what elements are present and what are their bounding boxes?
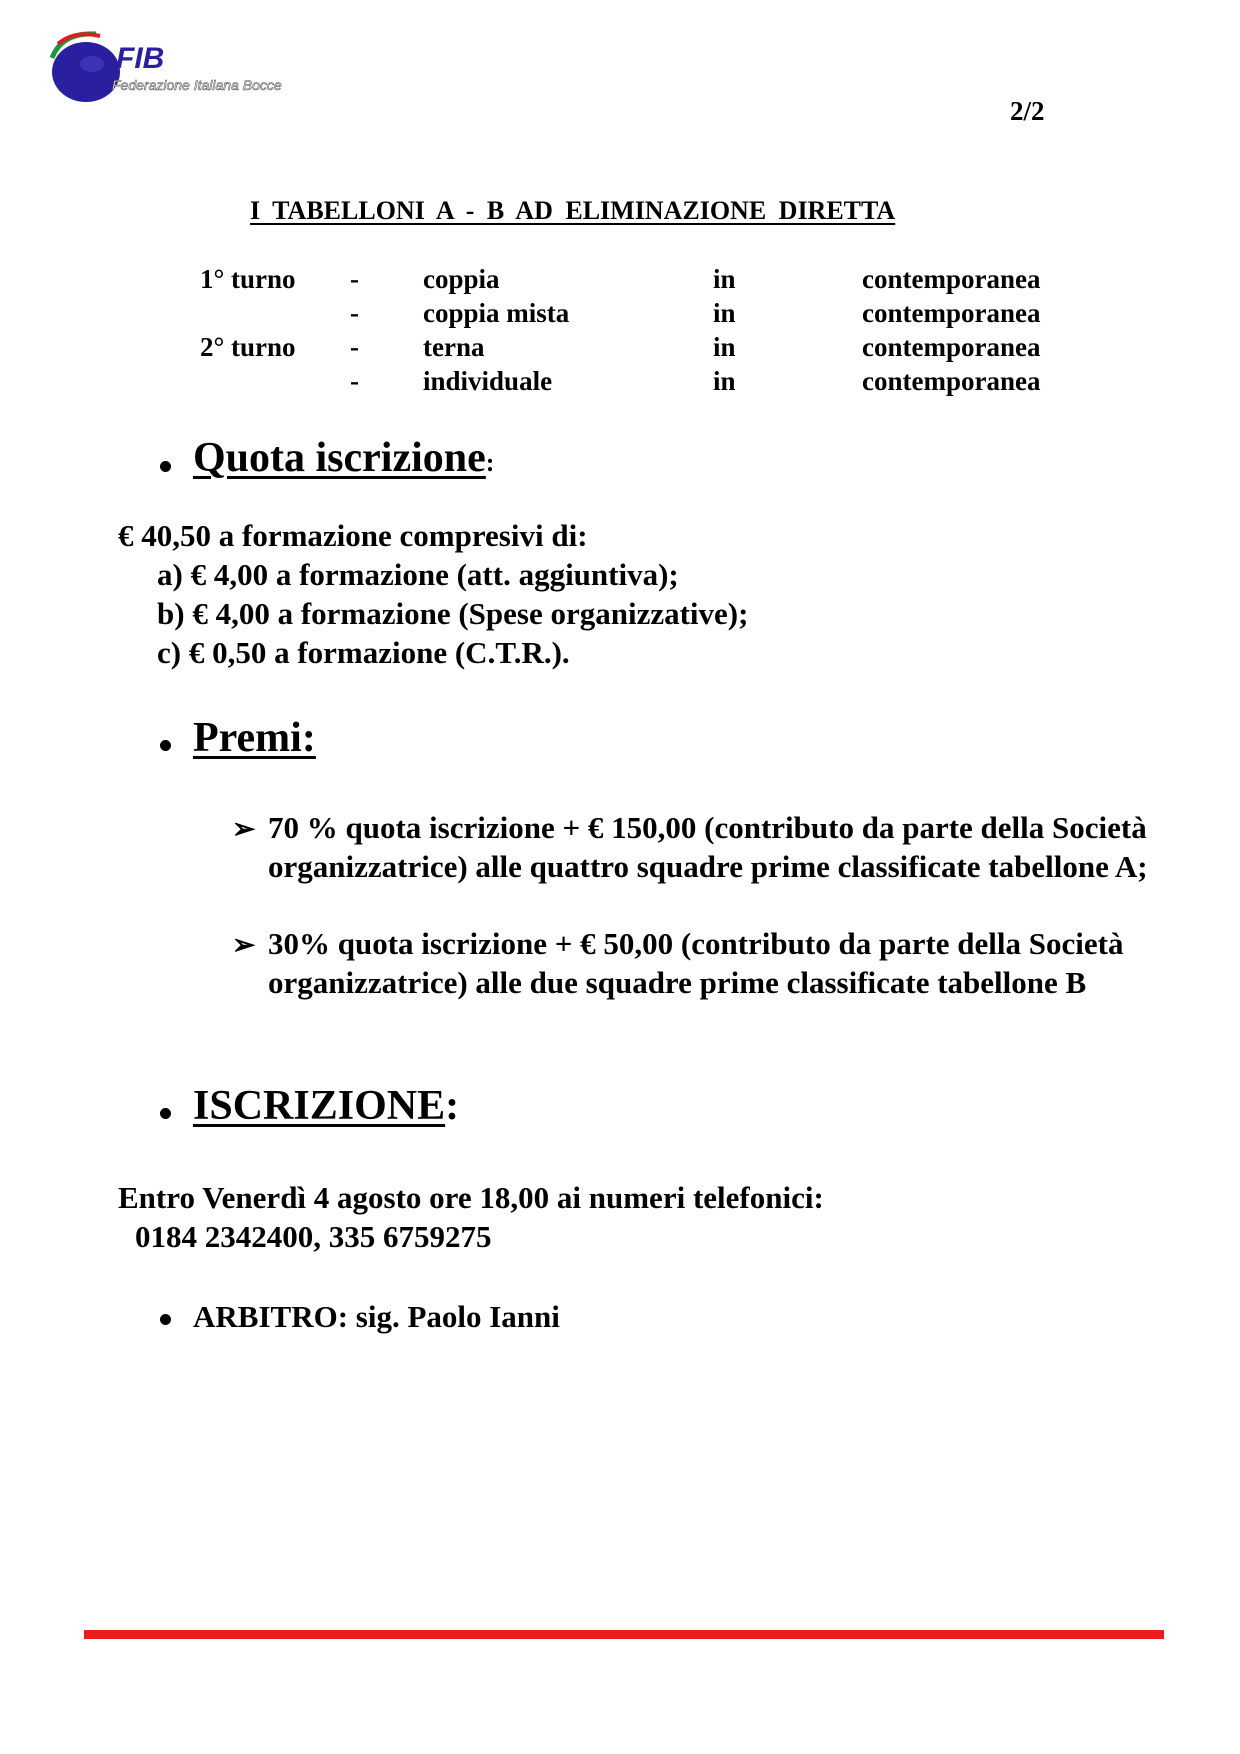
quota-item: c) € 0,50 a formazione (C.T.R.). — [157, 635, 570, 670]
in-label: in — [713, 332, 736, 362]
arrow-bullet-icon: ➢ — [232, 930, 256, 961]
turno-label: 1° turno — [200, 264, 296, 294]
quota-item: a) € 4,00 a formazione (att. aggiuntiva); — [157, 557, 679, 592]
timing-label: contemporanea — [862, 332, 1041, 362]
fib-logo — [44, 28, 364, 108]
bullet-icon — [160, 740, 171, 751]
section-title: I TABELLONI A - B AD ELIMINAZIONE DIRETTA — [250, 196, 896, 225]
event-name: individuale — [423, 366, 553, 396]
page-number: 2/2 — [1010, 96, 1045, 126]
event-name: terna — [423, 332, 485, 362]
quota-heading-text: Quota iscrizione — [193, 435, 486, 481]
iscrizione-phones: 0184 2342400, 335 6759275 — [135, 1219, 492, 1254]
dash: - — [350, 264, 359, 294]
bullet-icon — [160, 461, 171, 472]
bullet-icon — [160, 1314, 171, 1325]
bullet-icon — [160, 1108, 171, 1119]
logo-subtitle: Federazione Italiana Bocce — [112, 77, 282, 93]
premi-heading: Premi: — [193, 715, 316, 761]
footer-divider — [84, 1630, 1164, 1639]
timing-label: contemporanea — [862, 264, 1041, 294]
quota-heading — [193, 434, 494, 482]
quota-total: € 40,50 a formazione compresivi di: — [118, 518, 588, 553]
logo-text: FIB — [116, 42, 165, 75]
in-label: in — [713, 298, 736, 328]
premi-item — [268, 924, 1168, 1002]
iscrizione-heading-text: ISCRIZIONE — [193, 1083, 446, 1129]
timing-label: contemporanea — [862, 298, 1041, 328]
dash: - — [350, 366, 359, 396]
premi-item-text: 30% quota iscrizione + € 50,00 (contributo da parte della Società organizzatrice) alle due squadre prime classificate tabellone B — [268, 926, 1124, 1000]
in-label: in — [713, 264, 736, 294]
iscrizione-heading-colon: : — [445, 1083, 460, 1129]
event-name: coppia mista — [423, 298, 570, 328]
quota-item: b) € 4,00 a formazione (Spese organizzative); — [157, 596, 749, 631]
dash: - — [350, 332, 359, 362]
iscrizione-deadline: Entro Venerdì 4 agosto ore 18,00 ai numeri telefonici: — [118, 1180, 824, 1215]
premi-item-text: 70 % quota iscrizione + € 150,00 (contributo da parte della Società organizzatrice) alle quattro squadre prime classificate tabellone A; — [268, 810, 1148, 884]
arrow-bullet-icon: ➢ — [232, 814, 256, 845]
arbitro-line: ARBITRO: sig. Paolo Ianni — [193, 1299, 560, 1334]
premi-item — [268, 808, 1168, 886]
in-label: in — [713, 366, 736, 396]
timing-label: contemporanea — [862, 366, 1041, 396]
turno-label: 2° turno — [200, 332, 296, 362]
quota-heading-colon: : — [485, 448, 495, 477]
iscrizione-heading — [193, 1082, 459, 1130]
dash: - — [350, 298, 359, 328]
event-name: coppia — [423, 264, 500, 294]
